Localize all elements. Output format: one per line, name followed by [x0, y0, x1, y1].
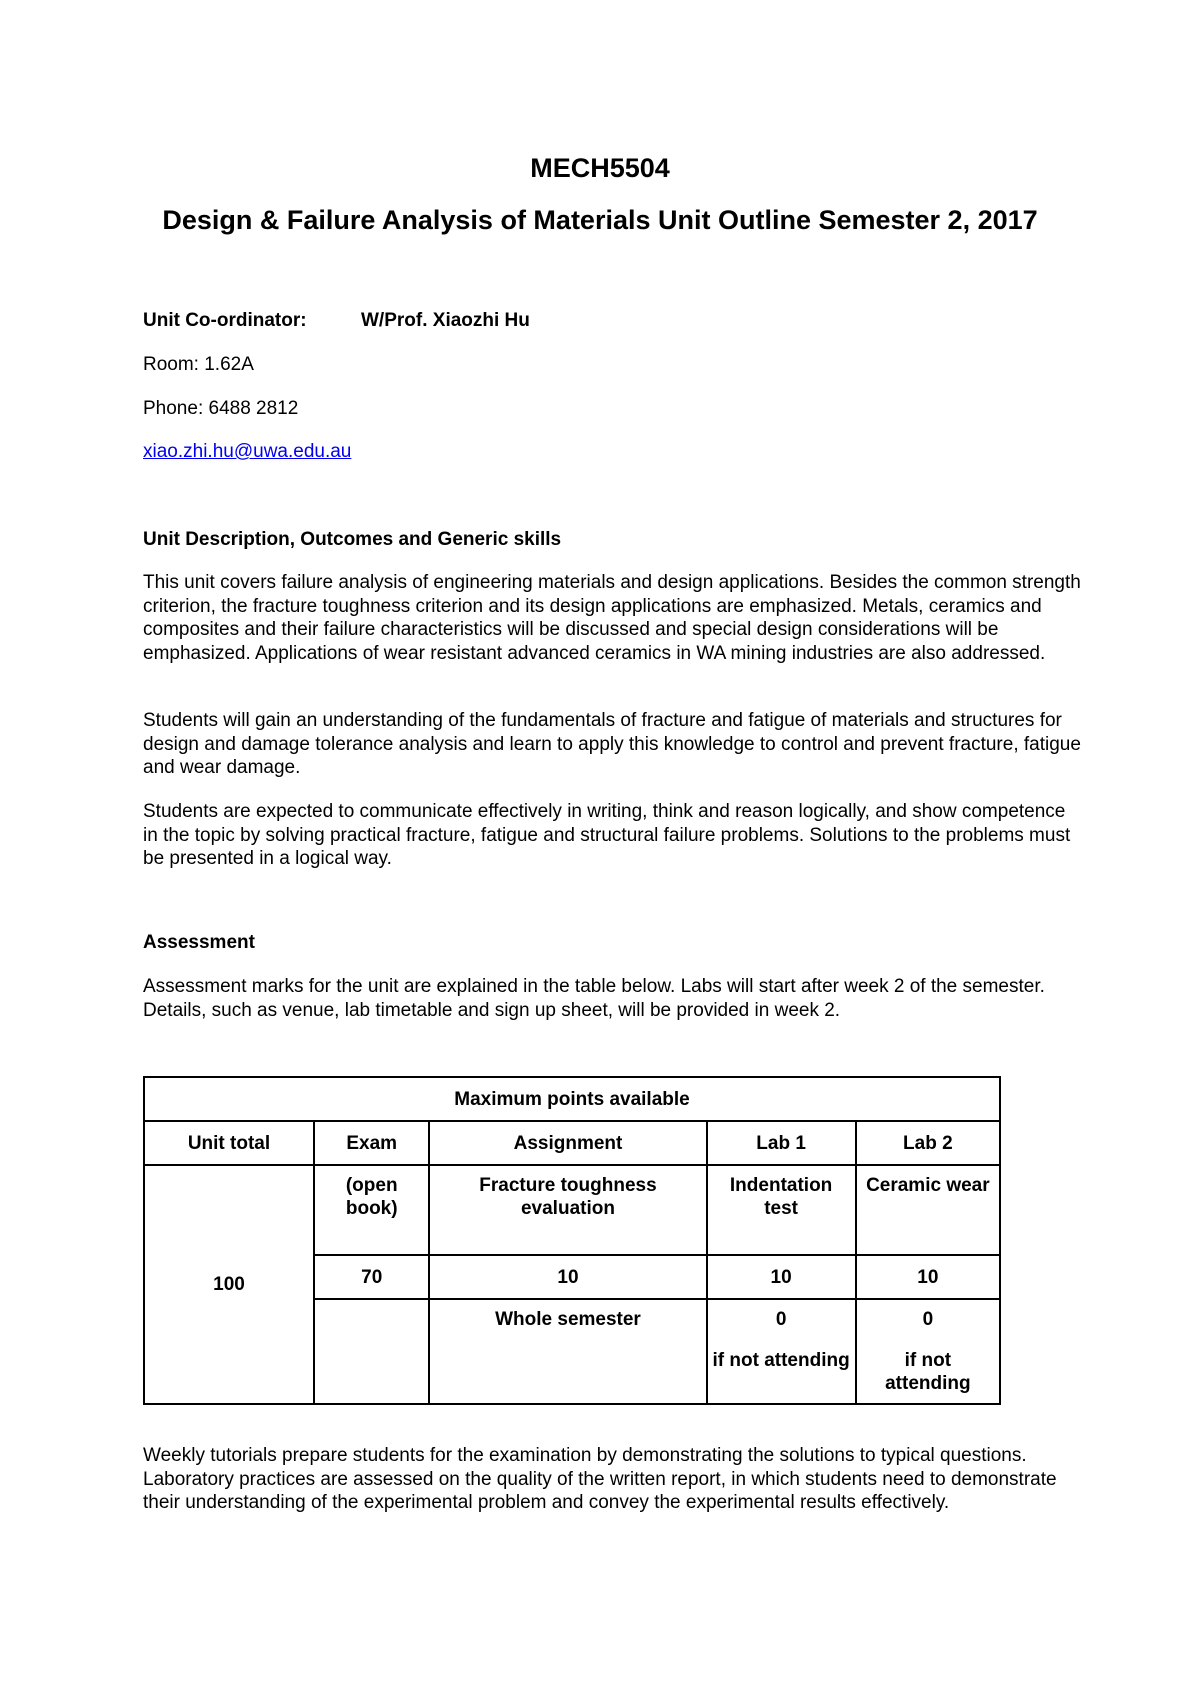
lab-2-note-text: if not attending — [885, 1350, 971, 1394]
unit-total-value: 100 — [144, 1165, 314, 1404]
assessment-table — [143, 1076, 1001, 1405]
coordinator-label: Unit Co-ordinator: — [143, 310, 307, 331]
exam-points: 70 — [314, 1255, 429, 1299]
assignment-note: Whole semester — [429, 1299, 706, 1404]
lab-1-note-cell — [707, 1299, 856, 1404]
lab-2-description: Ceramic wear — [856, 1165, 1000, 1255]
email-link[interactable]: xiao.zhi.hu@uwa.edu.au — [143, 441, 352, 462]
lab-2-note-value: 0 — [922, 1309, 934, 1330]
lab-2-note-cell — [856, 1299, 1000, 1404]
room-text: Room: 1.62A — [143, 354, 254, 375]
lab-1-points: 10 — [707, 1255, 856, 1299]
description-paragraph-3: Students are expected to communicate effectively in writing, think and reason logically, and show competence in the topic by solving practical fracture, fatigue and structural failure problems. Solutions to the problems must be presented in a logical way. — [143, 801, 1071, 869]
coordinator-name: W/Prof. Xiaozhi Hu — [361, 310, 530, 331]
column-header-lab-2: Lab 2 — [856, 1121, 1000, 1165]
assessment-closing-paragraph: Weekly tutorials prepare students for the examination by demonstrating the solutions to typical questions. Laboratory practices are assessed on the quality of the written report, in which students need to demonstrate their understanding of the experimental problem and convey the experimental results effectively. — [143, 1445, 1057, 1513]
description-paragraph-1: This unit covers failure analysis of engineering materials and design applications. Besides the common strength criterion, the fracture toughness criterion and its design applications are emphasized. Metals, ceramics and composites and their failure characteristics will be discussed and special design considerations will be emphasized. Applications of wear resistant advanced ceramics in WA mining industries are also addressed. — [143, 572, 1081, 664]
column-header-unit-total: Unit total — [144, 1121, 314, 1165]
unit-code: MECH5504 — [530, 153, 670, 183]
description-heading: Unit Description, Outcomes and Generic skills — [143, 529, 562, 550]
exam-description: (open book) — [314, 1165, 429, 1255]
phone-text: Phone: 6488 2812 — [143, 398, 299, 419]
lab-1-description: Indentation test — [707, 1165, 856, 1255]
table-caption: Maximum points available — [144, 1077, 1000, 1121]
assignment-description: Fracture toughness evaluation — [429, 1165, 706, 1255]
lab-2-points: 10 — [856, 1255, 1000, 1299]
column-header-exam: Exam — [314, 1121, 429, 1165]
document-title: Design & Failure Analysis of Materials Unit Outline Semester 2, 2017 — [162, 205, 1038, 235]
exam-note — [314, 1299, 429, 1404]
lab-1-note-text: if not attending — [712, 1350, 850, 1371]
description-paragraph-2: Students will gain an understanding of the fundamentals of fracture and fatigue of materials and structures for design and damage tolerance analysis and learn to apply this knowledge to control and prevent fracture, fatigue and wear damage. — [143, 710, 1081, 778]
assessment-heading: Assessment — [143, 932, 255, 953]
column-header-assignment: Assignment — [429, 1121, 706, 1165]
lab-1-note-value: 0 — [775, 1309, 787, 1330]
column-header-lab-1: Lab 1 — [707, 1121, 856, 1165]
assignment-points: 10 — [429, 1255, 706, 1299]
assessment-intro: Assessment marks for the unit are explained in the table below. Labs will start after week 2 of the semester. Details, such as venue, lab timetable and sign up sheet, will be provided in week 2. — [143, 976, 1045, 1021]
